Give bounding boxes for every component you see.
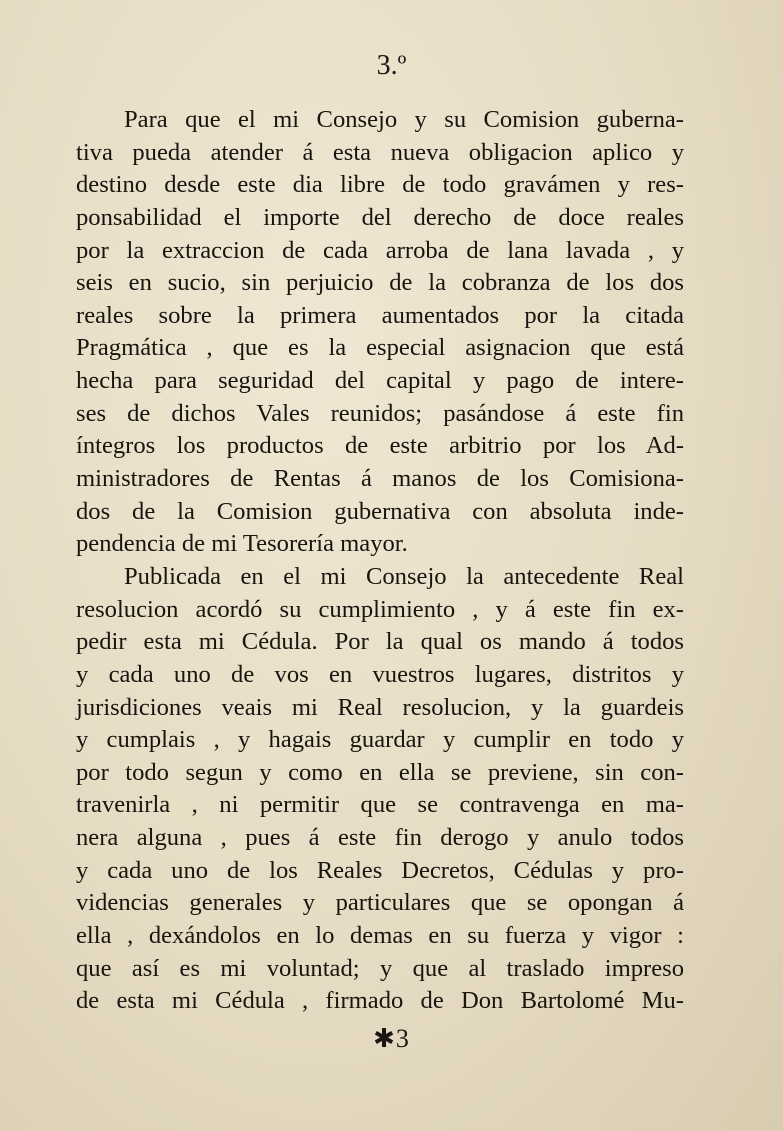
text-line: de esta mi Cédula , firmado de Don Bartolomé Mu-: [76, 987, 684, 1015]
text-line: íntegros los productos de este arbitrio por los Ad-: [76, 432, 684, 460]
text-line: dos de la Comision gubernativa con absoluta inde-: [76, 497, 684, 525]
text-line: jurisdiciones veais mi Real resolucion, y la guardeis: [76, 693, 684, 721]
text-line: por la extraccion de cada arroba de lana lavada , y: [76, 236, 684, 264]
text-line: resolucion acordó su cumplimiento , y á este fin ex-: [76, 595, 684, 623]
text-line: nera alguna , pues á este fin derogo y anulo todos: [76, 824, 684, 852]
body-text: [76, 104, 684, 1018]
text-line: tiva pueda atender á esta nueva obligacion aplico y: [76, 138, 684, 166]
text-line: seis en sucio, sin perjuicio de la cobranza de los dos: [76, 269, 684, 297]
text-line: reales sobre la primera aumentados por la citada: [76, 301, 684, 329]
text-line: ella , dexándolos en lo demas en su fuerza y vigor :: [76, 922, 684, 950]
text-line: y cada uno de vos en vuestros lugares, distritos y: [76, 660, 684, 688]
text-line: ponsabilidad el importe del derecho de doce reales: [76, 203, 684, 231]
text-line: videncias generales y particulares que se opongan á: [76, 889, 684, 917]
paragraph-1: [76, 104, 684, 561]
text-line: por todo segun y como en ella se previene, sin con-: [76, 758, 684, 786]
text-line: Publicada en el mi Consejo la antecedente Real: [124, 562, 684, 590]
text-line: travenirla , ni permitir que se contravenga en ma-: [76, 791, 684, 819]
text-line: ses de dichos Vales reunidos; pasándose á este fin: [76, 399, 684, 427]
text-line: pendencia de mi Tesorería mayor.: [76, 530, 408, 558]
page-number: 3.º: [376, 50, 407, 81]
text-line: ministradores de Rentas á manos de los Comisiona-: [76, 465, 684, 493]
text-line: y cumplais , y hagais guardar y cumplir en todo y: [76, 726, 684, 754]
text-line: y cada uno de los Reales Decretos, Cédulas y pro-: [76, 856, 684, 884]
text-line: Para que el mi Consejo y su Comision guberna-: [124, 106, 684, 133]
text-line: Pragmática , que es la especial asignacion que está: [76, 334, 684, 362]
paragraph-2: [76, 561, 684, 1018]
signature-mark: ✱3: [373, 1024, 410, 1053]
text-line: que así es mi voluntad; y que al traslado impreso: [76, 954, 684, 982]
text-line: hecha para seguridad del capital y pago de intere-: [76, 367, 684, 395]
text-line: destino desde este dia libre de todo gravámen y res-: [76, 171, 684, 199]
text-line: pedir esta mi Cédula. Por la qual os mando á todos: [76, 628, 684, 656]
